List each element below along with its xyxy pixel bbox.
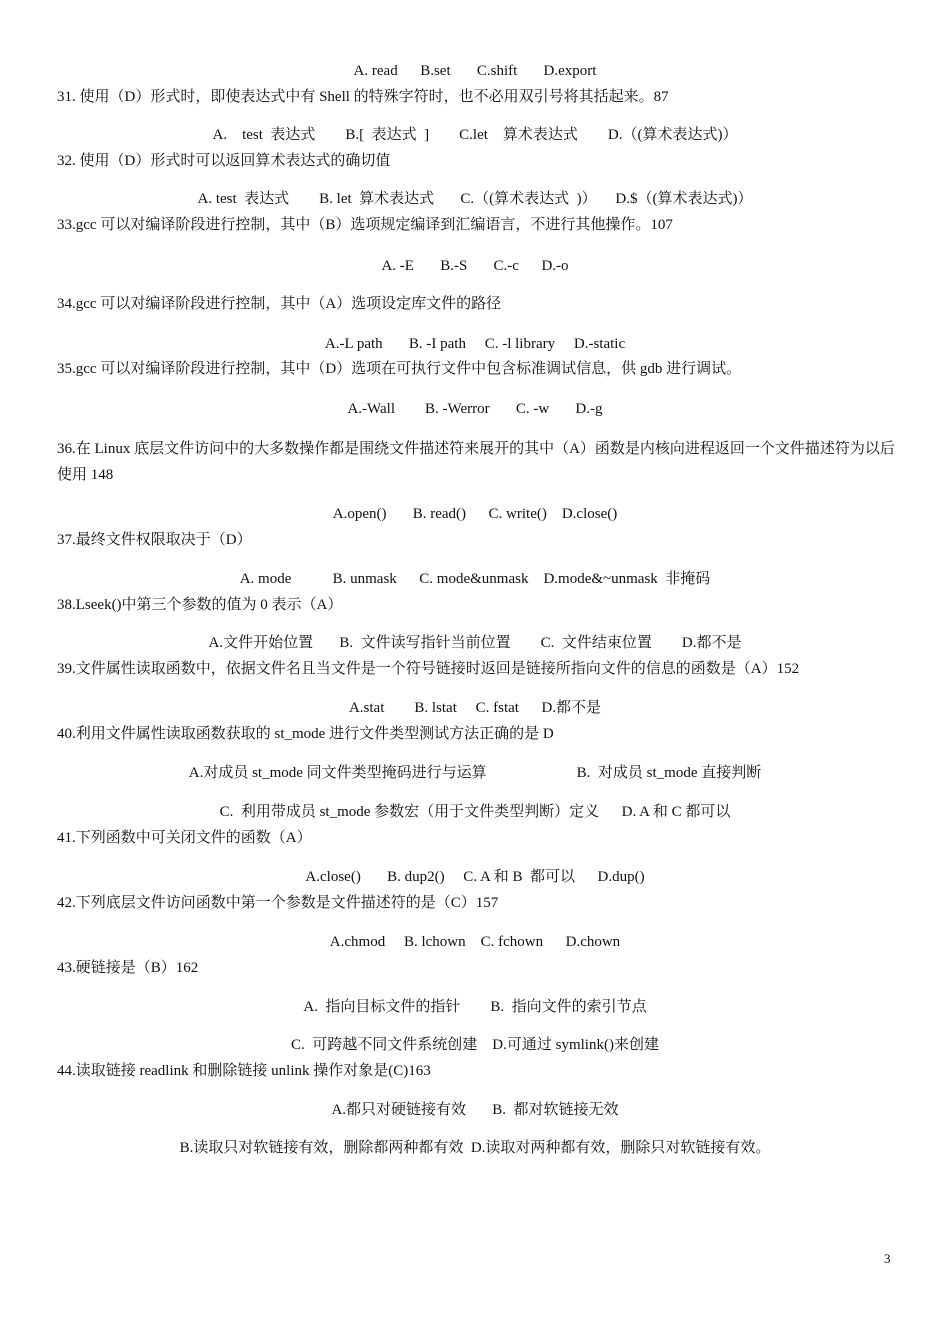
question-34: 34.gcc 可以对编译阶段进行控制，其中（A）选项设定库文件的路径 xyxy=(57,296,502,312)
options-43-line-2: C. 可跨越不同文件系统创建 D.可通过 symlink()来创建 xyxy=(291,1037,659,1053)
options-43-line-1: A. 指向目标文件的指针 B. 指向文件的索引节点 xyxy=(303,999,647,1015)
question-40: 40.利用文件属性读取函数获取的 st_mode 进行文件类型测试方法正确的是 D xyxy=(57,726,554,742)
options-31: A. test 表达式 B.[ 表达式 ] C.let 算术表达式 D.（(算术表达式)） xyxy=(212,127,738,143)
page-number: 3 xyxy=(884,1251,891,1266)
question-43: 43.硬链接是（B）162 xyxy=(57,960,199,976)
options-39: A.stat B. lstat C. fstat D.都不是 xyxy=(348,700,602,716)
options-32: A. test 表达式 B. let 算术表达式 C.（(算术表达式 )） D.$（(算术表达式)） xyxy=(197,191,753,207)
question-44: 44.读取链接 readlink 和删除链接 unlink 操作对象是(C)163 xyxy=(57,1063,431,1079)
options-40-line-1: A.对成员 st_mode 同文件类型掩码进行与运算 B. 对成员 st_mode 直接判断 xyxy=(188,765,762,781)
options-44-line-1: A.都只对硬链接有效 B. 都对软链接无效 xyxy=(331,1102,619,1118)
options-line: A. read B.set C.shift D.export xyxy=(353,63,597,79)
options-33: A. -E B.-S C.-c D.-o xyxy=(381,258,569,274)
question-32: 32. 使用（D）形式时可以返回算术表达式的确切值 xyxy=(57,153,391,169)
options-42: A.chmod B. lchown C. fchown D.chown xyxy=(329,934,621,950)
options-34: A.-L path B. -I path C. -l library D.-static xyxy=(324,336,626,352)
question-39: 39.文件属性读取函数中，依据文件名且当文件是一个符号链接时返回是链接所指向文件的信息的函数是（A）152 xyxy=(57,661,800,677)
question-41: 41.下列函数中可关闭文件的函数（A） xyxy=(57,830,312,846)
question-35: 35.gcc 可以对编译阶段进行控制，其中（D）选项在可执行文件中包含标准调试信息，供 gdb 进行调试。 xyxy=(57,361,742,377)
question-37: 37.最终文件权限取决于（D） xyxy=(57,532,252,548)
question-33: 33.gcc 可以对编译阶段进行控制，其中（B）选项规定编译到汇编语言，不进行其他操作。107 xyxy=(57,217,673,233)
question-31: 31. 使用（D）形式时，即使表达式中有 Shell 的特殊字符时，也不必用双引号将其括起来。87 xyxy=(57,89,669,105)
options-41: A.close() B. dup2() C. A 和 B 都可以 D.dup() xyxy=(305,869,645,885)
options-35: A.-Wall B. -Werror C. -w D.-g xyxy=(347,401,603,417)
question-42: 42.下列底层文件访问函数中第一个参数是文件描述符的是（C）157 xyxy=(57,895,499,911)
options-44-line-2: B.读取只对软链接有效，删除都两种都有效 D.读取对两种都有效，删除只对软链接有效。 xyxy=(179,1140,771,1156)
options-40-line-2: C. 利用带成员 st_mode 参数宏（用于文件类型判断）定义 D. A 和 C 都可以 xyxy=(219,804,731,820)
question-36: 36.在 Linux 底层文件访问中的大多数操作都是围绕文件描述符来展开的其中（A）函数是内核向进程返回一个文件描述符为以后使用 148 xyxy=(57,441,895,483)
options-38: A.文件开始位置 B. 文件读写指针当前位置 C. 文件结束位置 D.都不是 xyxy=(208,635,742,651)
options-37: A. mode B. unmask C. mode&unmask D.mode&~unmask 非掩码 xyxy=(239,571,711,587)
question-38: 38.Lseek()中第三个参数的值为 0 表示（A） xyxy=(57,597,343,613)
options-36: A.open() B. read() C. write() D.close() xyxy=(332,506,618,522)
